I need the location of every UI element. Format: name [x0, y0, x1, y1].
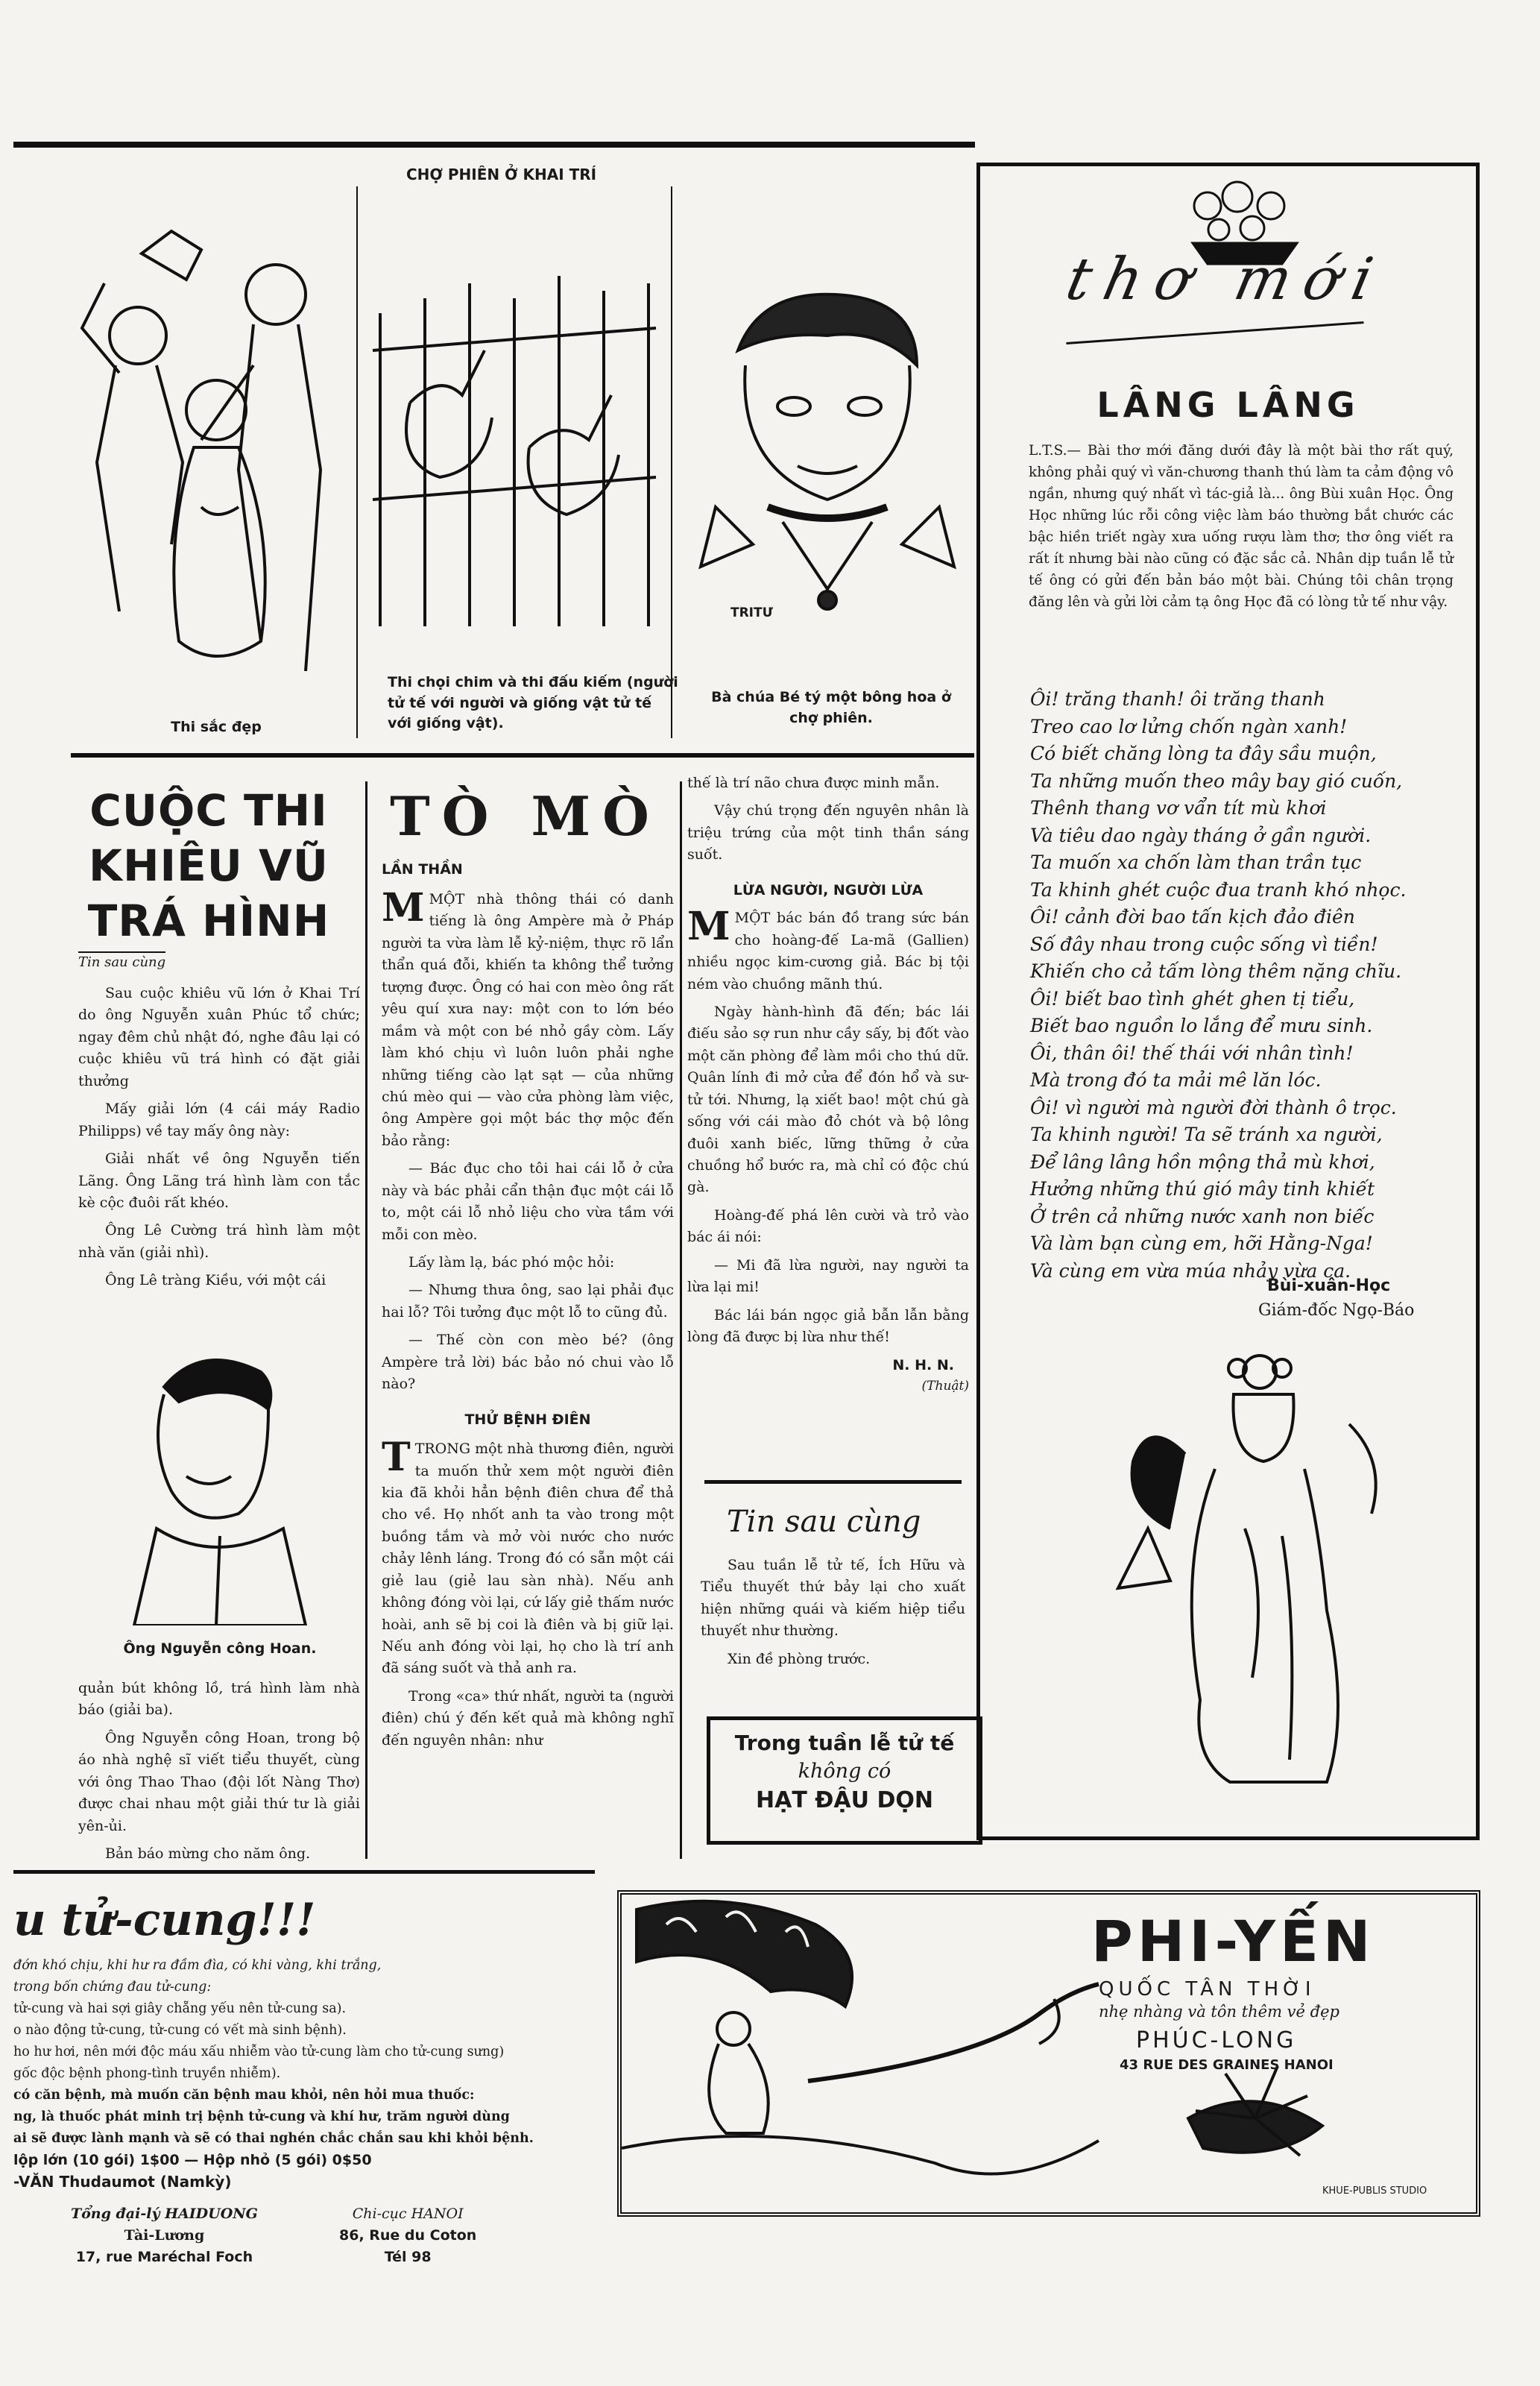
poem-line: Và tiêu dao ngày tháng ở gần người.	[1030, 824, 1372, 846]
cartoon-caption-3: Bà chúa Bé tý một bông hoa ở chợ phiên.	[711, 689, 951, 726]
to-mo-s2-p2: Trong «ca» thứ nhất, người ta (người điên) chú ý đến kết quả mà không nghĩ đến nguyên nhân: như	[382, 1687, 674, 1748]
to-mo-signature-note: (Thuật)	[921, 1378, 969, 1394]
agent-1-label: Tổng đại-lý HAIDUONG	[71, 2206, 258, 2222]
nguyen-cong-hoan-portrait	[112, 1342, 321, 1625]
ad-left-line: tử-cung và hai sợi giây chẵng yếu nên tử-cung sa).	[13, 2001, 347, 2016]
tin-sau-cung-title: Tin sau cùng	[727, 1505, 921, 1539]
notice-line-1: Trong tuần lễ tử tế	[734, 1731, 955, 1755]
column-rule-1	[365, 781, 367, 1859]
tin-sau-cung-body	[701, 1555, 965, 1676]
poem-line: Và làm bạn cùng em, hỡi Hằng-Nga!	[1030, 1233, 1373, 1254]
drop-cap: M	[382, 885, 425, 931]
to-mo-section-1-title: LẦN THẦN	[382, 861, 463, 878]
tho-moi-script-header: thơ mới	[1060, 246, 1392, 313]
to-mo-signature: N. H. N.	[892, 1356, 954, 1373]
ad-left-line: ho hư hơi, nên mới độc máu xấu nhiễm vào tử-cung làm cho tử-cung sưng)	[13, 2045, 505, 2059]
ad-address: 43 RUE DES GRAINES HANOI	[1120, 2057, 1334, 2073]
poem-title: LÂNG LÂNG	[1096, 385, 1360, 425]
ad-left-maker: -VĂN Thudaumot (Namkỳ)	[13, 2173, 232, 2191]
column-rule-2	[680, 781, 682, 1859]
to-mo-headline: TÒ MÒ	[390, 784, 661, 848]
poem-line: Ôi! trăng thanh! ôi trăng thanh	[1030, 688, 1325, 710]
ad-left-title: u tử-cung!!!	[13, 1894, 316, 1946]
to-mo-s3-p4: — Mi đã lừa người, nay người ta lừa lại mi!	[687, 1256, 969, 1296]
to-mo-s1-p3: Lấy làm lạ, bác phó mộc hỏi:	[408, 1254, 615, 1271]
ad-right-line-2: nhẹ nhàng và tôn thêm vẻ đẹp	[1099, 2003, 1339, 2021]
to-mo-s3-p1: MMỘT bác bán đồ trang sức bán cho hoàng-đế La-mã (Gallien) nhiều ngọc kim-cương giả. Bác bị tội ném vào chuồng mãnh thú.	[687, 904, 969, 992]
poem-line: Và cùng em vừa múa nhảy vừa ca.	[1030, 1259, 1351, 1282]
poem-author-title: Giám-đốc Ngọ-Báo	[1258, 1301, 1415, 1320]
poem-line: Ta những muốn theo mây bay gió cuốn,	[1030, 769, 1403, 792]
agent-2-tel: Tél 98	[384, 2249, 432, 2265]
tin-sau-cung-rule	[704, 1480, 962, 1484]
poem-line: Ta khinh người! Ta sẽ tránh xa người,	[1030, 1124, 1383, 1145]
to-mo-s1-p4: — Nhưng thưa ông, sao lại phải đục hai lỗ? Tôi tưởng đục một lỗ to cũng đủ.	[382, 1282, 674, 1321]
notice-line-3: HẠT ĐẬU DỌN	[756, 1787, 933, 1813]
ad-left-price: lộp lớn (10 gói) 1$00 — Hộp nhỏ (5 gói) 0$50	[13, 2152, 372, 2168]
cuoc-thi-headline: CUỘC THI KHIÊU VŨ TRÁ HÌNH	[87, 785, 330, 946]
poem-line: Biết bao nguồn lo lắng để mưu sinh.	[1030, 1015, 1373, 1036]
tin-sau-cung-p1: Sau tuần lễ tử tế, Ích Hữu và Tiểu thuyết thứ bảy lại cho xuất hiện những quái và kiếm hiệp tiểu thuyết như thường.	[701, 1557, 965, 1640]
poem-line: Có biết chăng lòng ta đây sầu muộn,	[1030, 743, 1377, 764]
drop-cap: M	[687, 904, 730, 950]
poem-line: Ôi! vì người mà người đời thành ô trọc.	[1030, 1096, 1397, 1118]
cartoon-caption-1: Thi sắc đẹp	[171, 719, 262, 735]
ad-studio-credit: KHUE-PUBLIS STUDIO	[1322, 2185, 1427, 2197]
poem-line: Thênh thang vơ vẩn tít mù khơi	[1030, 797, 1327, 819]
hat-dau-notice-box	[707, 1716, 982, 1845]
poem-line: Ôi! biết bao tình ghét ghen tị tiểu,	[1030, 987, 1355, 1010]
cartoon-divider-1	[356, 186, 358, 738]
cuoc-thi-p1: Sau cuộc khiêu vũ lớn ở Khai Trí do ông Nguyễn xuân Phúc tổ chức; ngay đêm chủ nhật đó, nghe đâu lại có cuộc khiêu vũ trá hình có đặt giải thưởng	[78, 985, 360, 1089]
to-mo-s2-p1: TTRONG một nhà thương điên, người ta muốn thử xem một người điên kia đã khỏi hẳn bệnh điên chưa để thả cho về. Họ nhốt anh ta vào trong một buồng tắm và mở vòi nước cho nước chảy lênh láng. Trong đó có sẵn một cái giẻ lau (giẻ lau sàn nhà). Nếu anh không đóng vòi lại, cứ lấy giẻ thấm nước hoài, anh sẽ bị coi là điên và bị giữ lại. Nếu anh đóng vòi lại, họ cho là trí anh đã sáng suốt và thả anh ra.	[382, 1435, 675, 1677]
notice-line-2: không có	[798, 1760, 892, 1783]
cuoc-thi-p8: Bản báo mừng cho năm ông.	[105, 1845, 311, 1863]
poem-line: Ôi! cảnh đời bao tấn kịch đảo điên	[1030, 906, 1355, 928]
top-border	[13, 142, 975, 148]
cartoon-bottom-rule	[71, 753, 974, 758]
poem-author: Bùi-xuân-Học	[1267, 1277, 1391, 1295]
poem-line: Ôi, thân ôi! thế thái với nhân tình!	[1030, 1042, 1354, 1064]
cartoon-strip-title: CHỢ PHIÊN Ở KHAI TRÍ	[406, 166, 597, 183]
ad-left-line: đớn khó chịu, khi hư ra đầm đìa, có khi vàng, khi trắng,	[13, 1958, 382, 1973]
agent-2-address: 86, Rue du Coton	[339, 2227, 477, 2244]
poem-line: Ta khinh ghét cuộc đua tranh khó nhọc.	[1030, 878, 1407, 901]
to-mo-col1-body	[382, 885, 675, 1757]
ad-left-line: trong bốn chứng đau tử-cung:	[13, 1980, 212, 1995]
cuoc-thi-rubric: Tin sau cùng	[78, 951, 165, 970]
moon-goddess-illustration	[1103, 1342, 1416, 1804]
poem-line: Mà trong đó ta mải mê lăn lóc.	[1030, 1069, 1322, 1091]
to-mo-col2-body	[687, 772, 969, 1396]
cuoc-thi-p2: Mấy giải lớn (4 cái máy Radio Philipps) về tay mấy ông này:	[78, 1101, 360, 1139]
ad-seller: PHÚC-LONG	[1136, 2027, 1297, 2053]
poem-line: Treo cao lơ lửng chốn ngàn xanh!	[1030, 715, 1348, 737]
cuoc-thi-p7: Ông Nguyễn công Hoan, trong bộ áo nhà nghệ sĩ viết tiểu thuyết, cùng với ông Thao Thao (đội lốt Nàng Thơ) được chai nhau một giải thứ tư là giải yên-ủi.	[78, 1729, 360, 1834]
to-mo-s3-p5: Bác lái bán ngọc giả bẫn lẫn bằng lòng đã được bị lừa như thế!	[687, 1306, 969, 1346]
ad-right-line-1: QUỐC TÂN THỜI	[1099, 1978, 1316, 2001]
ad-brand-title: PHI-YẾN	[1091, 1908, 1375, 1974]
to-mo-s3-p2: Ngày hành-hình đã đến; bác lái điếu sảo sợ run như cầy sấy, bị đốt vào một căn phòng để làm mồi cho thú dữ. Quân lính đi mở cửa để đón hổ và sư-tử tới. Nhưng, lạ xiết bao! một chú gà sống với cái mào đỏ chót và bộ lông đuôi xanh biếc, lững thững ở cửa chuồng hổ bước ra, mà chỉ có độc chú gà.	[687, 1003, 969, 1196]
poem-line: Ở trên cả những nước xanh non biếc	[1030, 1205, 1375, 1227]
to-mo-s1-p1: MMỘT nhà thông thái có danh tiếng là ông Ampère mà ở Pháp người ta vừa làm lễ kỷ-niệm, thực rõ lẩn thẩn quá đỗi, khiến ta không thể tưởng tượng được. Ông có hai con mèo ông rất yêu quí xưa nay: một con to lớn béo mầm và một con bé nhỏ gầy còm. Lấy làm khó chịu vì luôn luôn phải nghe những tiếng cào lạt sạt — của những chú mèo qui — vào cửa phòng làm việc, ông Ampère gọi một bác thợ mộc đến bảo rằng:	[382, 885, 674, 1149]
ad-right-box	[617, 1890, 1480, 2217]
poem-body	[1030, 686, 1470, 1285]
ad-left-line: có căn bệnh, mà muốn căn bệnh mau khỏi, nên hỏi mua thuốc:	[13, 2088, 475, 2103]
cuoc-thi-body-top	[78, 983, 360, 1298]
cartoon-lady-illustration	[693, 283, 969, 634]
to-mo-section-3-title: LỪA NGƯỜI, NGƯỜI LỪA	[733, 881, 924, 898]
cuoc-thi-p3: Giải nhất về ông Nguyễn tiến Lãng. Ông Lãng trá hình làm con tắc kè cộc đuôi rất khéo.	[78, 1150, 360, 1211]
poem-line: Để lâng lâng hồn mộng thả mù khơi,	[1030, 1150, 1375, 1173]
ad-left-line: ai sẽ được lành mạnh và sẽ có thai nghén chắc chắn sau khi khỏi bệnh.	[13, 2131, 534, 2146]
cartoon-beauty-contest-illustration	[52, 224, 350, 701]
ad-left-line: gốc độc bệnh phong-tình truyền nhiễm).	[13, 2066, 281, 2081]
ads-top-rule	[13, 1870, 595, 1874]
poem-line: Số đây nhau trong cuộc sống vì tiền!	[1030, 933, 1378, 955]
cuoc-thi-p5: Ông Lê tràng Kiều, với một cái	[105, 1272, 326, 1289]
editor-intro: L.T.S.— Bài thơ mới đăng dưới đây là một bài thơ rất quý, không phải quý vì văn-chương thanh thú làm ta cảm động vô ngần, nhưng quý nhất vì tác-giả là... ông Bùi xuân Học. Ông Học những lúc rỗi công việc làm báo thường bắt chước các bậc hiền triết ngày xưa uống rượu làm thơ; thơ ông viết ra rất ít nhưng bài nào cũng có đặc sắc cả. Nhân dịp tuần lễ tử tế ông có gửi đến bản báo một bài. Chúng tôi chân trọng đăng lên và gửi lời cảm tạ ông Học đã có lòng tử tế như vậy.	[1029, 443, 1454, 610]
cuoc-thi-p4: Ông Lê Cường trá hình làm một nhà văn (giải nhì).	[78, 1222, 360, 1261]
agent-1-name: Tài-Lương	[124, 2227, 205, 2244]
cuoc-thi-p6: quản bút không lồ, trá hình làm nhà báo (giải ba).	[78, 1680, 360, 1719]
cartoon-divider-2	[671, 186, 672, 738]
ad-left-line: o nào động tử-cung, tử-cung có vết mà sinh bệnh).	[13, 2023, 347, 2038]
to-mo-s1-p5: — Thế còn con mèo bé? (ông Ampère trả lời) bác bảo nó chui vào lỗ nào?	[382, 1332, 674, 1393]
poem-line: Ta muốn xa chốn làm than trần tục	[1030, 852, 1362, 873]
cartoon-caption-2: Thi chọi chim và thi đấu kiếm (người tử tế với người và giống vật tử tế với giống vật).	[388, 674, 678, 732]
to-mo-c3-p2: Vậy chú trọng đến nguyên nhân là triệu trứng của một tinh thần sáng suốt.	[687, 802, 969, 863]
portrait-caption: Ông Nguyễn công Hoan.	[123, 1640, 317, 1657]
cartoon-signature: TRITƯ	[730, 605, 773, 620]
poem-line: Khiến cho cả tấm lòng thêm nặng chĩu.	[1030, 960, 1402, 982]
cartoon-bird-cage-illustration	[365, 254, 663, 641]
ad-left-agent-1	[71, 2203, 258, 2268]
to-mo-c3-p1: thế là trí não chưa được minh mẫn.	[687, 775, 940, 791]
ad-left-agent-2	[339, 2203, 476, 2268]
poem-line: Hưởng những thú gió mây tinh khiết	[1030, 1178, 1375, 1200]
drop-cap: T	[382, 1435, 411, 1481]
agent-2-label: Chi-cục HANOI	[352, 2206, 464, 2222]
to-mo-section-2-title: THỬ BỆNH ĐIÊN	[464, 1411, 591, 1428]
tin-sau-cung-p2: Xin đề phòng trước.	[728, 1650, 871, 1667]
agent-1-address: 17, rue Maréchal Foch	[75, 2249, 253, 2265]
cuoc-thi-body-bottom	[78, 1678, 360, 1872]
to-mo-s1-p2: — Bác đục cho tôi hai cái lỗ ở cửa này và bác phải cẩn thận đục một cái lỗ to, một cái lỗ nhỏ liệu cho vừa tầm với mỗi con mèo.	[382, 1160, 674, 1243]
ad-left-body	[13, 1955, 587, 2193]
to-mo-s3-p3: Hoàng-đế phá lên cười và trỏ vào bác ái nói:	[687, 1206, 969, 1246]
ad-left-line: ng, là thuốc phát minh trị bệnh tử-cung và khí hư, trăm người dùng	[13, 2109, 510, 2124]
